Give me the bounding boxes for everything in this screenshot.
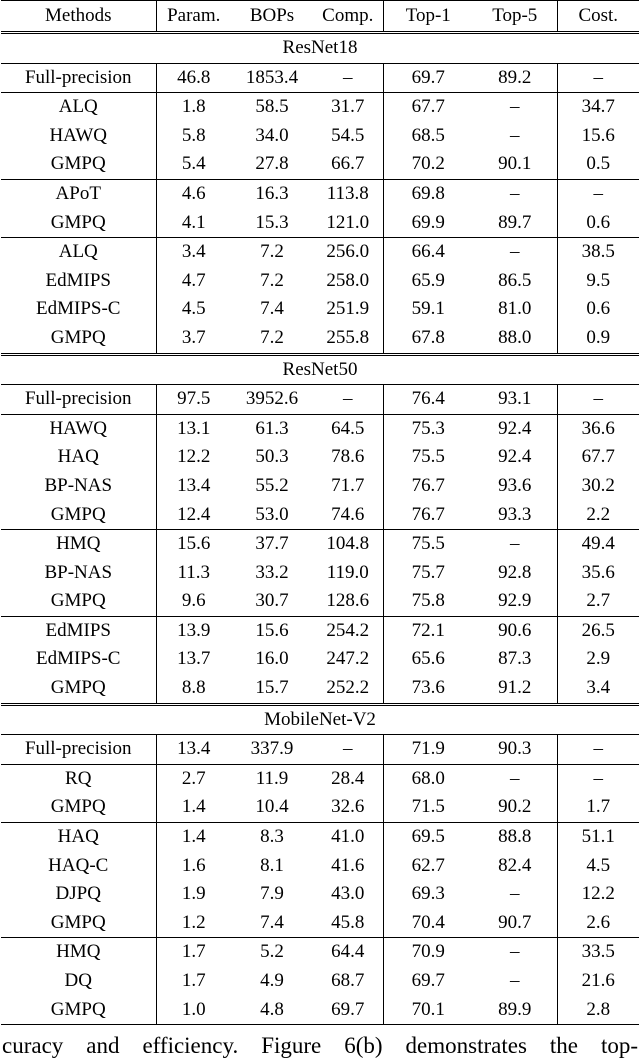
cell-cost: – (593, 388, 603, 410)
cell-cost: 9.5 (586, 269, 611, 291)
cell-top1: 69.7 (411, 970, 445, 991)
cell-comp: 247.2 (313, 645, 383, 674)
cell-cost: 2.8 (557, 996, 639, 1025)
cell-method: HMQ (1, 530, 156, 559)
cell-bops: 7.2 (260, 269, 284, 291)
cell-cost: 2.6 (586, 911, 611, 933)
section-title: MobileNet-V2 (1, 704, 639, 735)
header-methods: Methods (1, 1, 156, 33)
table-row (1, 472, 639, 501)
cell-cost: 0.6 (586, 298, 611, 320)
cell-bops: 8.1 (260, 854, 284, 876)
header-top5: Top-5 (473, 1, 557, 33)
cell-top5: 88.8 (473, 823, 557, 852)
cell-comp: 64.5 (313, 414, 383, 443)
cell-method: EdMIPS (1, 267, 156, 296)
cell-comp: 69.7 (313, 996, 383, 1025)
cell-cost: – (593, 66, 603, 88)
cell-param: 46.8 (177, 66, 211, 88)
cell-top1: 76.7 (411, 474, 445, 496)
table-row (1, 587, 639, 616)
cell-bops: 50.3 (255, 446, 289, 468)
cell-top1: 65.9 (411, 269, 445, 291)
table-row (1, 122, 639, 151)
cell-method: Full-precision (1, 63, 156, 93)
cell-comp: 119.0 (313, 559, 383, 588)
cell-param: 13.7 (177, 648, 211, 670)
cell-param: 13.9 (156, 616, 231, 645)
table-row (1, 938, 639, 967)
cell-param: 1.7 (181, 970, 206, 991)
cell-param: 12.4 (177, 503, 211, 525)
cell-comp: 41.0 (313, 823, 383, 852)
table-row (1, 880, 639, 909)
table-row (1, 385, 639, 415)
cell-comp: 104.8 (313, 530, 383, 559)
cell-method: BP-NAS (1, 559, 156, 588)
cell-bops: 4.8 (231, 996, 313, 1025)
cell-bops: 7.2 (260, 326, 284, 348)
cell-cost: 26.5 (557, 616, 639, 645)
table-row (1, 823, 639, 852)
cell-method: GMPQ (1, 150, 156, 179)
table-row (1, 443, 639, 472)
cell-method: GMPQ (1, 996, 156, 1025)
cell-top1: 69.3 (411, 883, 445, 905)
cell-method: HAQ (1, 443, 156, 472)
cell-top1: 73.6 (411, 677, 445, 699)
cell-top5: – (473, 967, 557, 996)
cell-top5: – (473, 764, 557, 793)
cell-param: 13.1 (156, 414, 231, 443)
table-row (1, 93, 639, 122)
header-bops: BOPs (231, 1, 313, 33)
cell-cost: 15.6 (581, 124, 615, 146)
cell-bops: 16.0 (255, 648, 289, 670)
results-table (1, 0, 639, 1025)
cell-comp: 71.7 (313, 472, 383, 501)
cell-comp: 28.4 (313, 764, 383, 793)
cell-comp: 251.9 (313, 295, 383, 324)
cell-comp: 113.8 (313, 179, 383, 208)
table-row (1, 793, 639, 822)
cell-cost: 34.7 (557, 93, 639, 122)
cell-top1: 71.5 (411, 796, 445, 818)
cell-method: HAQ (1, 823, 156, 852)
cell-bops: 61.3 (231, 414, 313, 443)
cell-top1: 69.7 (411, 66, 445, 88)
cell-bops: 7.4 (260, 911, 284, 933)
cell-top5: 89.9 (473, 996, 557, 1025)
cell-comp: 54.5 (313, 122, 383, 151)
cell-top5: 90.3 (473, 735, 557, 765)
cell-param: 5.4 (181, 153, 206, 175)
cell-top1: 71.9 (411, 738, 445, 760)
cell-cost: 36.6 (557, 414, 639, 443)
header-cost: Cost. (557, 1, 639, 33)
cell-comp: 252.2 (313, 674, 383, 704)
cell-top1: 62.7 (411, 854, 445, 876)
cell-bops: 7.9 (260, 883, 284, 905)
section-title: ResNet50 (1, 354, 639, 385)
table-row (1, 616, 639, 645)
cell-top5: – (473, 122, 557, 151)
section-title: ResNet18 (1, 33, 639, 64)
cell-top5: 90.2 (473, 793, 557, 822)
cell-cost: 0.6 (586, 211, 611, 233)
cell-param: 1.6 (181, 854, 206, 876)
cell-bops: 15.6 (231, 616, 313, 645)
cell-top1: 75.5 (411, 446, 445, 468)
section-header-row (1, 33, 639, 64)
cell-top5: 89.7 (473, 209, 557, 238)
cell-comp: 31.7 (313, 93, 383, 122)
table-row (1, 209, 639, 238)
cell-top5: 90.1 (473, 150, 557, 179)
cell-param: 13.4 (177, 738, 211, 760)
cell-comp: 256.0 (313, 238, 383, 267)
cell-cost: – (557, 764, 639, 793)
header-top1: Top-1 (383, 1, 473, 33)
cell-top5: – (473, 938, 557, 967)
cell-method: GMPQ (1, 909, 156, 938)
table-row (1, 324, 639, 354)
cell-comp: 43.0 (313, 880, 383, 909)
cell-cost: 1.7 (586, 796, 611, 818)
table-row (1, 179, 639, 208)
cell-top1: 68.5 (411, 124, 445, 146)
cell-method: HMQ (1, 938, 156, 967)
cell-top1: 69.5 (383, 823, 473, 852)
cell-bops: 55.2 (255, 474, 289, 496)
table-row (1, 996, 639, 1025)
cell-param: 1.4 (156, 823, 231, 852)
cell-comp: 258.0 (313, 267, 383, 296)
cell-method: GMPQ (1, 209, 156, 238)
cell-bops: 30.7 (255, 590, 289, 612)
table-row (1, 501, 639, 530)
cell-cost: – (593, 738, 603, 760)
cell-comp: 128.6 (313, 587, 383, 616)
cell-top5: 92.9 (473, 587, 557, 616)
cell-cost: 3.4 (586, 677, 611, 699)
cell-cost: 4.5 (586, 854, 611, 876)
cell-param: 1.7 (156, 938, 231, 967)
cell-top1: 68.0 (383, 764, 473, 793)
cell-comp: 68.7 (313, 967, 383, 996)
cell-bops: 3952.6 (245, 388, 299, 410)
cell-comp: 255.8 (313, 324, 383, 354)
table-row (1, 645, 639, 674)
cell-comp: 121.0 (313, 209, 383, 238)
table-row (1, 530, 639, 559)
cell-param: 4.6 (156, 179, 231, 208)
cell-top5: 92.4 (473, 443, 557, 472)
cell-top5: 86.5 (473, 267, 557, 296)
cell-top5: 90.7 (473, 909, 557, 938)
cell-param: 3.4 (156, 238, 231, 267)
cell-cost: 2.9 (586, 648, 611, 670)
cell-top1: 70.9 (383, 938, 473, 967)
cell-comp: – (313, 385, 383, 415)
table-row (1, 764, 639, 793)
table-row (1, 852, 639, 881)
cell-comp: – (313, 735, 383, 765)
cell-top1: 76.7 (411, 503, 445, 525)
table-row (1, 238, 639, 267)
cell-top1: 75.8 (411, 590, 445, 612)
cell-method: RQ (1, 764, 156, 793)
cell-param: 4.5 (181, 298, 206, 320)
cell-method: ALQ (1, 93, 156, 122)
cell-bops: 1853.4 (245, 66, 299, 88)
cell-top5: 91.2 (473, 674, 557, 704)
cell-param: 3.7 (181, 326, 206, 348)
cell-cost: 35.6 (581, 561, 615, 583)
cell-method: GMPQ (1, 793, 156, 822)
cell-top5: – (473, 238, 557, 267)
cell-top1: 76.4 (411, 388, 445, 410)
cell-bops: 4.9 (260, 970, 284, 991)
cell-method: GMPQ (1, 324, 156, 354)
cell-param: 1.2 (181, 911, 206, 933)
cell-top5: – (473, 530, 557, 559)
cell-cost: 2.7 (586, 590, 611, 612)
cell-param: 8.8 (181, 677, 206, 699)
cell-method: APoT (1, 179, 156, 208)
cell-bops: 15.3 (255, 211, 289, 233)
cell-method: GMPQ (1, 587, 156, 616)
cell-top1: 69.9 (411, 211, 445, 233)
cell-top5: 92.8 (473, 559, 557, 588)
cell-top5: 92.4 (473, 414, 557, 443)
cell-bops: 8.3 (231, 823, 313, 852)
cell-method: ALQ (1, 238, 156, 267)
cell-top5: – (473, 179, 557, 208)
cell-top1: 75.7 (411, 561, 445, 583)
cell-method: Full-precision (1, 735, 156, 765)
cell-top1: 59.1 (411, 298, 445, 320)
cell-param: 15.6 (156, 530, 231, 559)
cell-method: GMPQ (1, 501, 156, 530)
cell-method: DJPQ (1, 880, 156, 909)
cell-top5: 93.1 (473, 385, 557, 415)
cell-bops: 27.8 (255, 153, 289, 175)
header-row (1, 1, 639, 33)
cell-param: 1.8 (156, 93, 231, 122)
cell-top1: 65.6 (411, 648, 445, 670)
cell-top1: 67.8 (411, 326, 445, 348)
cell-cost: 33.5 (557, 938, 639, 967)
cell-cost: 49.4 (557, 530, 639, 559)
cell-method: EdMIPS (1, 616, 156, 645)
cell-bops: 337.9 (250, 738, 294, 760)
cell-method: GMPQ (1, 674, 156, 704)
header-param: Param. (156, 1, 231, 33)
cell-bops: 16.3 (231, 179, 313, 208)
cell-method: HAWQ (1, 414, 156, 443)
cell-top1: 67.7 (383, 93, 473, 122)
cell-comp: 45.8 (313, 909, 383, 938)
cell-cost: 67.7 (581, 446, 615, 468)
cell-method: Full-precision (1, 385, 156, 415)
cell-param: 11.3 (177, 561, 211, 583)
table-row (1, 267, 639, 296)
cell-bops: 58.5 (231, 93, 313, 122)
section-header-row (1, 354, 639, 385)
cell-cost: 0.9 (586, 326, 611, 348)
cell-method: HAQ-C (1, 852, 156, 881)
table-row (1, 295, 639, 324)
cell-cost: 51.1 (557, 823, 639, 852)
header-comp: Comp. (313, 1, 383, 33)
cell-param: 1.0 (156, 996, 231, 1025)
cell-comp: 66.7 (313, 150, 383, 179)
cell-param: 1.9 (181, 883, 206, 905)
section-header-row (1, 704, 639, 735)
cell-comp: 64.4 (313, 938, 383, 967)
cell-top5: 90.6 (473, 616, 557, 645)
cell-top1: 75.5 (383, 530, 473, 559)
table-row (1, 414, 639, 443)
cell-cost: 30.2 (581, 474, 615, 496)
table-body (1, 33, 639, 1025)
cell-method: HAWQ (1, 122, 156, 151)
cell-param: 13.4 (177, 474, 211, 496)
cell-top1: 72.1 (383, 616, 473, 645)
cell-comp: – (313, 63, 383, 93)
trailing-paragraph-text: curacy and efficiency. Figure 6(b) demonstrates the top- (2, 1033, 638, 1058)
cell-top5: – (473, 93, 557, 122)
cell-cost: 12.2 (581, 883, 615, 905)
cell-bops: 11.9 (231, 764, 313, 793)
cell-top5: 81.0 (473, 295, 557, 324)
table-row (1, 674, 639, 704)
cell-top5: 93.3 (473, 501, 557, 530)
table-row (1, 735, 639, 765)
table-row (1, 909, 639, 938)
cell-method: EdMIPS-C (1, 645, 156, 674)
cell-cost: 0.5 (586, 153, 611, 175)
cell-method: DQ (1, 967, 156, 996)
cell-top5: 87.3 (473, 645, 557, 674)
cell-bops: 33.2 (255, 561, 289, 583)
cell-bops: 15.7 (255, 677, 289, 699)
cell-cost: 38.5 (557, 238, 639, 267)
cell-comp: 32.6 (313, 793, 383, 822)
cell-top1: 70.1 (383, 996, 473, 1025)
cell-param: 9.6 (181, 590, 206, 612)
cell-top5: 93.6 (473, 472, 557, 501)
table-row (1, 63, 639, 93)
cell-param: 4.7 (181, 269, 206, 291)
cell-param: 4.1 (181, 211, 206, 233)
cell-bops: 34.0 (255, 124, 289, 146)
cell-top1: 75.3 (383, 414, 473, 443)
cell-param: 5.8 (181, 124, 206, 146)
cell-param: 97.5 (177, 388, 211, 410)
cell-cost: 21.6 (581, 970, 615, 991)
cell-bops: 10.4 (255, 796, 289, 818)
cell-cost: – (557, 179, 639, 208)
table-row (1, 967, 639, 996)
cell-top5: 88.0 (473, 324, 557, 354)
cell-param: 2.7 (156, 764, 231, 793)
cell-top5: – (473, 880, 557, 909)
cell-comp: 41.6 (313, 852, 383, 881)
cell-top5: 89.2 (473, 63, 557, 93)
cell-bops: 5.2 (231, 938, 313, 967)
cell-method: BP-NAS (1, 472, 156, 501)
cell-top1: 70.4 (411, 911, 445, 933)
cell-comp: 78.6 (313, 443, 383, 472)
cell-cost: 2.2 (586, 503, 611, 525)
cell-param: 12.2 (177, 446, 211, 468)
table-row (1, 150, 639, 179)
cell-top1: 69.8 (383, 179, 473, 208)
cell-param: 1.4 (181, 796, 206, 818)
cell-bops: 7.2 (231, 238, 313, 267)
cell-bops: 53.0 (255, 503, 289, 525)
cell-top5: 82.4 (473, 852, 557, 881)
cell-comp: 254.2 (313, 616, 383, 645)
cell-top1: 66.4 (383, 238, 473, 267)
table-row (1, 559, 639, 588)
cell-comp: 74.6 (313, 501, 383, 530)
cell-bops: 37.7 (231, 530, 313, 559)
cell-top1: 70.2 (411, 153, 445, 175)
cell-method: EdMIPS-C (1, 295, 156, 324)
cell-bops: 7.4 (260, 298, 284, 320)
